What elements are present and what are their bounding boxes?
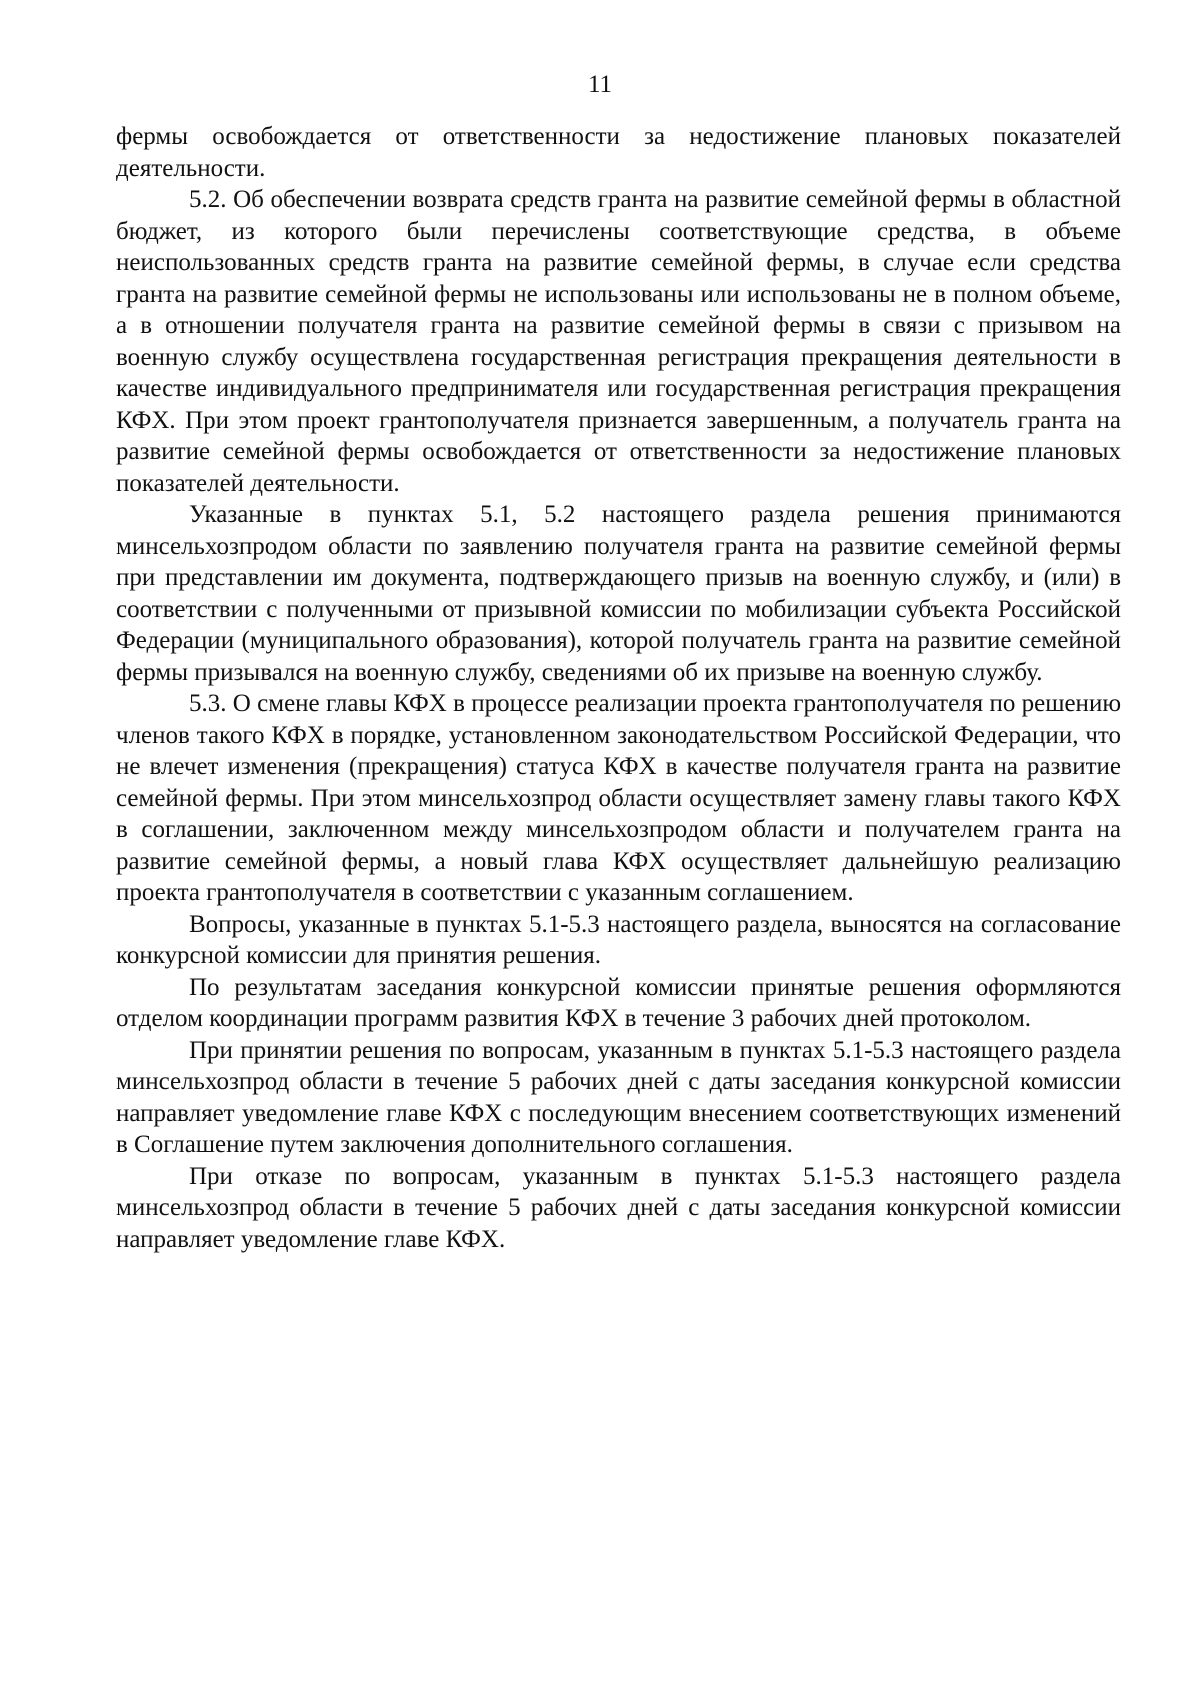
paragraph-protocol: По результатам заседания конкурсной комиссии принятые решения оформляются отделом координации программ развития КФХ в течение 3 рабочих дней протоколом.: [116, 973, 1121, 1032]
paragraph-decisions-5-1-5-2: Указанные в пунктах 5.1, 5.2 настоящего раздела решения принимаются минсельхозпродом области по заявлению получателя гранта на развитие семейной фермы при представлении им документа, подтверждающего призыв на военную службу, и (или) в соответствии с полученными от призывной комиссии по мобилизации субъекта Российской Федерации (муниципального образования), которой получатель гранта на развитие семейной фермы призывался на военную службу, сведениями об их призыве на военную службу.: [116, 501, 1121, 686]
document-body: [116, 121, 1121, 1255]
paragraph-refusal-notice: При отказе по вопросам, указанным в пунктах 5.1-5.3 настоящего раздела минсельхозпрод области в течение 5 рабочих дней с даты заседания конкурсной комиссии направляет уведомление главе КФХ.: [116, 1162, 1121, 1253]
paragraph-clause-5-2: 5.2. Об обеспечении возврата средств гранта на развитие семейной фермы в областной бюджет, из которого были перечислены соответствующие средства, в объеме неиспользованных средств гранта на развитие семейной фермы, в случае если средства гранта на развитие семейной фермы не использованы или использованы не в полном объеме, а в отношении получателя гранта на развитие семейной фермы в связи с призывом на военную службу осуществлена государственная регистрация прекращения деятельности в качестве индивидуального предпринимателя или государственная регистрация прекращения КФХ. При этом проект грантополучателя признается завершенным, а получатель гранта на развитие семейной фермы освобождается от ответственности за недостижение плановых показателей деятельности.: [116, 186, 1121, 497]
paragraph-continuation: фермы освобождается от ответственности за недостижение плановых показателей деятельности.: [116, 123, 1121, 182]
paragraph-approval-notice: При принятии решения по вопросам, указанным в пунктах 5.1-5.3 настоящего раздела минсельхозпрод области в течение 5 рабочих дней с даты заседания конкурсной комиссии направляет уведомление главе КФХ с последующим внесением соответствующих изменений в Соглашение путем заключения дополнительного соглашения.: [116, 1036, 1121, 1158]
paragraph-clause-5-3: 5.3. О смене главы КФХ в процессе реализации проекта грантополучателя по решению членов такого КФХ в порядке, установленном законодательством Российской Федерации, что не влечет изменения (прекращения) статуса КФХ в качестве получателя гранта на развитие семейной фермы. При этом минсельхозпрод области осуществляет замену главы такого КФХ в соглашении, заключенном между минсельхозпродом области и получателем гранта на развитие семейной фермы, а новый глава КФХ осуществляет дальнейшую реализацию проекта грантополучателя в соответствии с указанным соглашением.: [116, 690, 1121, 906]
paragraph-commission-approval: Вопросы, указанные в пунктах 5.1-5.3 настоящего раздела, выносятся на согласование конкурсной комиссии для принятия решения.: [116, 910, 1121, 969]
page-number: 11: [587, 71, 613, 98]
